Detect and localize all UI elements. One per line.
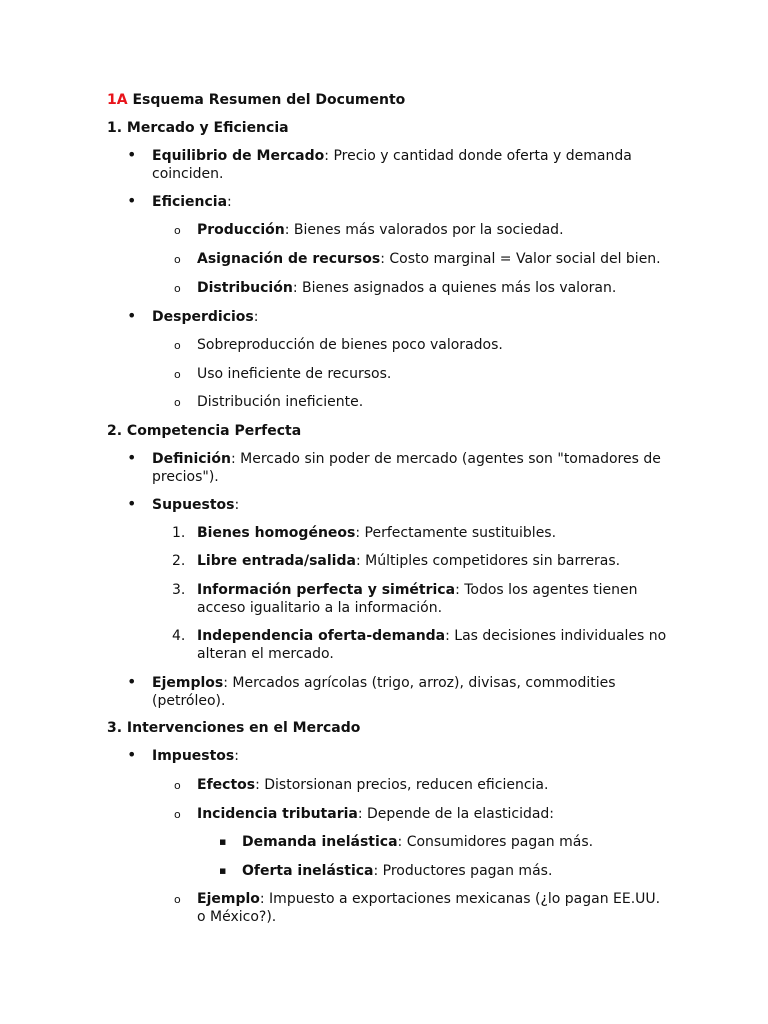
title-code: 1A bbox=[107, 92, 128, 108]
section-2-heading: 2. Competencia Perfecta bbox=[107, 423, 302, 439]
list-item-demanda: Demanda inelástica: Consumidores pagan más. bbox=[242, 834, 594, 850]
circle-bullet-icon: o bbox=[174, 893, 181, 906]
title-text: Esquema Resumen del Documento bbox=[127, 92, 406, 108]
square-bullet-icon: ▪ bbox=[219, 864, 227, 877]
list-item-definicion-cont: precios"). bbox=[152, 469, 219, 485]
list-item-supuestos: Supuestos: bbox=[152, 497, 240, 513]
bullet-icon: • bbox=[127, 191, 137, 210]
list-item-d2: Uso ineficiente de recursos. bbox=[197, 366, 392, 382]
list-item-impuestos: Impuestos: bbox=[152, 748, 239, 764]
list-item-n4-cont: alteran el mercado. bbox=[197, 646, 334, 662]
list-item-n1: Bienes homogéneos: Perfectamente sustituibles. bbox=[197, 525, 557, 541]
circle-bullet-icon: o bbox=[174, 282, 181, 295]
square-bullet-icon: ▪ bbox=[219, 835, 227, 848]
circle-bullet-icon: o bbox=[174, 224, 181, 237]
list-number: 2. bbox=[172, 553, 186, 569]
section-1-heading: 1. Mercado y Eficiencia bbox=[107, 120, 289, 136]
list-item-n4: Independencia oferta-demanda: Las decisiones individuales no bbox=[197, 628, 667, 644]
list-number: 4. bbox=[172, 628, 186, 644]
list-item-oferta: Oferta inelástica: Productores pagan más. bbox=[242, 863, 553, 879]
bullet-icon: • bbox=[127, 672, 137, 691]
list-item-desperdicios: Desperdicios: bbox=[152, 309, 259, 325]
bullet-icon: • bbox=[127, 306, 137, 325]
bullet-icon: • bbox=[127, 745, 137, 764]
list-number: 1. bbox=[172, 525, 186, 541]
bullet-icon: • bbox=[127, 448, 137, 467]
document-title bbox=[107, 91, 405, 109]
list-item-ejemplos-cont: (petróleo). bbox=[152, 693, 226, 709]
list-item-n3: Información perfecta y simétrica: Todos los agentes tienen bbox=[197, 582, 638, 598]
circle-bullet-icon: o bbox=[174, 396, 181, 409]
list-item-equilibrio-cont: coinciden. bbox=[152, 166, 224, 182]
list-item-produccion: Producción: Bienes más valorados por la sociedad. bbox=[197, 222, 564, 238]
list-item-n2: Libre entrada/salida: Múltiples competidores sin barreras. bbox=[197, 553, 621, 569]
list-item-d1: Sobreproducción de bienes poco valorados. bbox=[197, 337, 503, 353]
list-item-equilibrio: Equilibrio de Mercado: Precio y cantidad donde oferta y demanda bbox=[152, 148, 632, 164]
section-3-heading: 3. Intervenciones en el Mercado bbox=[107, 720, 361, 736]
list-item-n3-cont: acceso igualitario a la información. bbox=[197, 600, 443, 616]
list-item-ejemplo: Ejemplo: Impuesto a exportaciones mexicanas (¿lo pagan EE.UU. bbox=[197, 891, 661, 907]
list-item-definicion: Definición: Mercado sin poder de mercado (agentes son "tomadores de bbox=[152, 451, 661, 467]
list-item-eficiencia: Eficiencia: bbox=[152, 194, 232, 210]
circle-bullet-icon: o bbox=[174, 808, 181, 821]
list-item-distribucion: Distribución: Bienes asignados a quienes más los valoran. bbox=[197, 280, 617, 296]
circle-bullet-icon: o bbox=[174, 779, 181, 792]
circle-bullet-icon: o bbox=[174, 253, 181, 266]
list-item-incidencia: Incidencia tributaria: Depende de la elasticidad: bbox=[197, 806, 555, 822]
list-number: 3. bbox=[172, 582, 186, 598]
list-item-ejemplos: Ejemplos: Mercados agrícolas (trigo, arroz), divisas, commodities bbox=[152, 675, 616, 691]
circle-bullet-icon: o bbox=[174, 339, 181, 352]
circle-bullet-icon: o bbox=[174, 368, 181, 381]
bullet-icon: • bbox=[127, 494, 137, 513]
bullet-icon: • bbox=[127, 145, 137, 164]
list-item-efectos: Efectos: Distorsionan precios, reducen eficiencia. bbox=[197, 777, 549, 793]
list-item-asignacion: Asignación de recursos: Costo marginal = Valor social del bien. bbox=[197, 251, 661, 267]
list-item-d3: Distribución ineficiente. bbox=[197, 394, 364, 410]
list-item-ejemplo-cont: o México?). bbox=[197, 909, 277, 925]
